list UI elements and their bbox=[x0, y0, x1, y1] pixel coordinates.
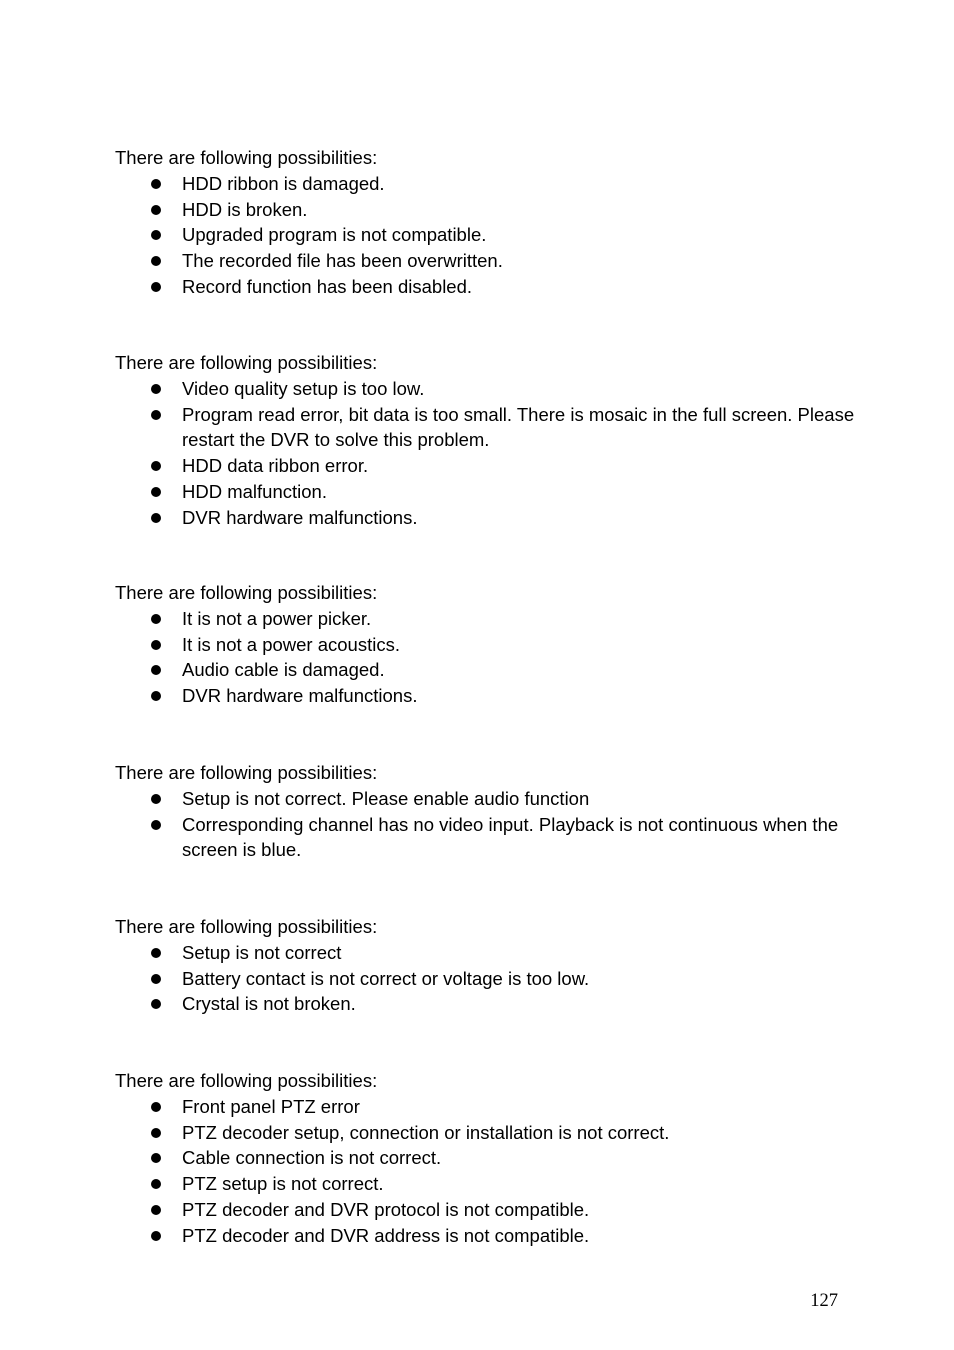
list-item-text: Upgraded program is not compatible. bbox=[182, 224, 487, 246]
list-item-text: Record function has been disabled. bbox=[182, 275, 473, 297]
bullet-icon bbox=[151, 205, 161, 215]
list-item bbox=[115, 991, 855, 1017]
list-item bbox=[115, 683, 855, 709]
list-item bbox=[115, 606, 855, 632]
bullet-icon bbox=[151, 640, 161, 650]
possibilities-section bbox=[115, 350, 855, 531]
bullet-icon bbox=[151, 384, 161, 394]
page-number: 127 bbox=[810, 1291, 838, 1311]
bullet-icon bbox=[151, 1153, 161, 1163]
bullet-icon bbox=[151, 282, 161, 292]
list-item-text: Front panel PTZ error bbox=[182, 1095, 360, 1117]
list-item-text: DVR hardware malfunctions. bbox=[182, 685, 418, 707]
list-item-text: The recorded file has been overwritten. bbox=[182, 250, 503, 272]
list-item bbox=[115, 1145, 855, 1171]
section-intro: There are following possibilities: bbox=[115, 762, 378, 783]
bullet-list bbox=[115, 1094, 855, 1249]
list-item-text: Video quality setup is too low. bbox=[182, 377, 425, 399]
list-item bbox=[115, 1120, 855, 1146]
bullet-icon bbox=[151, 1102, 161, 1112]
list-item-text: Crystal is not broken. bbox=[182, 993, 356, 1015]
list-item bbox=[115, 812, 855, 864]
bullet-icon bbox=[151, 1128, 161, 1138]
list-item bbox=[115, 966, 855, 992]
bullet-icon bbox=[151, 410, 161, 420]
bullet-icon bbox=[151, 820, 161, 830]
list-item-text: HDD malfunction. bbox=[182, 480, 327, 502]
list-item bbox=[115, 505, 855, 531]
bullet-icon bbox=[151, 179, 161, 189]
bullet-list bbox=[115, 606, 855, 709]
list-item bbox=[115, 453, 855, 479]
bullet-icon bbox=[151, 691, 161, 701]
bullet-list bbox=[115, 171, 855, 300]
list-item bbox=[115, 1197, 855, 1223]
bullet-icon bbox=[151, 1205, 161, 1215]
list-item-text: Setup is not correct bbox=[182, 941, 342, 963]
bullet-icon bbox=[151, 1231, 161, 1241]
bullet-icon bbox=[151, 230, 161, 240]
list-item-text: Cable connection is not correct. bbox=[182, 1147, 442, 1169]
bullet-icon bbox=[151, 461, 161, 471]
list-item bbox=[115, 786, 855, 812]
list-item-text: It is not a power acoustics. bbox=[182, 633, 400, 655]
bullet-icon bbox=[151, 487, 161, 497]
bullet-icon bbox=[151, 999, 161, 1009]
list-item bbox=[115, 248, 855, 274]
list-item bbox=[115, 376, 855, 402]
list-item bbox=[115, 274, 855, 300]
list-item bbox=[115, 1171, 855, 1197]
possibilities-section bbox=[115, 145, 855, 300]
bullet-icon bbox=[151, 665, 161, 675]
possibilities-section bbox=[115, 580, 855, 709]
section-intro: There are following possibilities: bbox=[115, 916, 378, 937]
bullet-icon bbox=[151, 513, 161, 523]
list-item bbox=[115, 402, 855, 454]
list-item bbox=[115, 479, 855, 505]
bullet-icon bbox=[151, 948, 161, 958]
possibilities-section bbox=[115, 1068, 855, 1249]
possibilities-section bbox=[115, 760, 855, 863]
bullet-list bbox=[115, 786, 855, 863]
list-item-text: Audio cable is damaged. bbox=[182, 659, 385, 681]
list-item-text: PTZ decoder and DVR protocol is not compatible. bbox=[182, 1198, 590, 1220]
list-item bbox=[115, 632, 855, 658]
section-intro: There are following possibilities: bbox=[115, 352, 378, 373]
list-item bbox=[115, 940, 855, 966]
list-item-text: PTZ setup is not correct. bbox=[182, 1173, 384, 1195]
list-item-text: DVR hardware malfunctions. bbox=[182, 506, 418, 528]
bullet-icon bbox=[151, 256, 161, 266]
bullet-list bbox=[115, 940, 855, 1017]
possibilities-section bbox=[115, 914, 855, 1017]
list-item bbox=[115, 657, 855, 683]
bullet-icon bbox=[151, 1179, 161, 1189]
list-item-text: HDD ribbon is damaged. bbox=[182, 172, 385, 194]
bullet-icon bbox=[151, 974, 161, 984]
list-item bbox=[115, 171, 855, 197]
list-item-text: HDD data ribbon error. bbox=[182, 455, 369, 477]
section-intro: There are following possibilities: bbox=[115, 582, 378, 603]
list-item-text: HDD is broken. bbox=[182, 198, 308, 220]
list-item bbox=[115, 1223, 855, 1249]
list-item-text: PTZ decoder and DVR address is not compatible. bbox=[182, 1224, 590, 1246]
list-item bbox=[115, 197, 855, 223]
list-item bbox=[115, 1094, 855, 1120]
bullet-list bbox=[115, 376, 855, 531]
section-intro: There are following possibilities: bbox=[115, 1070, 378, 1091]
list-item-text: Corresponding channel has no video input. Playback is not continuous when the screen is blue. bbox=[182, 813, 839, 861]
list-item-text: Setup is not correct. Please enable audio function bbox=[182, 787, 590, 809]
list-item bbox=[115, 222, 855, 248]
list-item-text: Battery contact is not correct or voltage is too low. bbox=[182, 967, 590, 989]
list-item-text: PTZ decoder setup, connection or installation is not correct. bbox=[182, 1121, 670, 1143]
section-intro: There are following possibilities: bbox=[115, 147, 378, 168]
bullet-icon bbox=[151, 614, 161, 624]
list-item-text: It is not a power picker. bbox=[182, 607, 372, 629]
bullet-icon bbox=[151, 794, 161, 804]
list-item-text: Program read error, bit data is too small. There is mosaic in the full screen. Please restart the DVR to solve this problem. bbox=[182, 403, 855, 451]
